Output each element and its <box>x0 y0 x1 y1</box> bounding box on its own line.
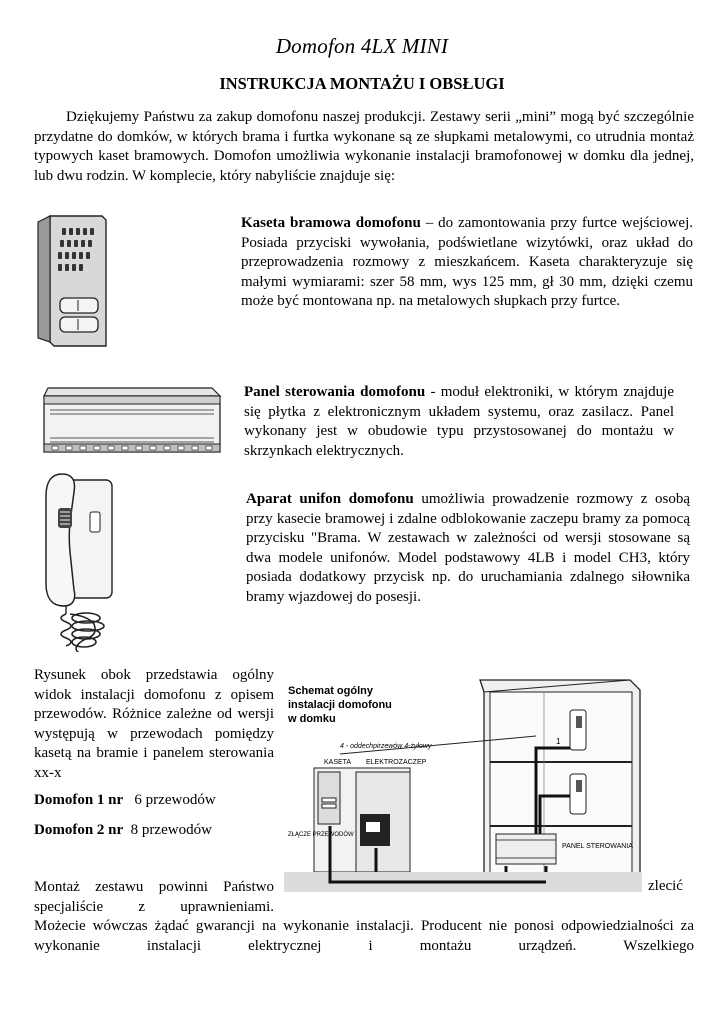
panel-text: - moduł elektroniki, w którym znajduje się płytka z elektronicznym układem systemu, oraz zasilacz. Panel wykonany jest w obudowie typu przystosowanej do montażu w skrzynkach elektrycznych. <box>244 384 674 459</box>
installation-schematic <box>284 676 642 902</box>
kaseta-text: – do zamontowania przy furtce wejściowej. Posiada przyciski wywołania, podświetlane wizytówki, oraz układ do przeprowadzenia rozmowy z mieszkańcem. Kaseta charakteryzuje się małymi wymiarami: szer 58 mm, wys 125 mm, gł 30 mm, dzięki czemu może być montowana np. na metalowych słupkach przy furtce. <box>241 215 693 309</box>
schematic-wall-label: ZŁĄCZE PRZEWODÓW <box>288 832 354 838</box>
gate-station-illustration <box>36 214 108 348</box>
aparat-description <box>246 490 690 607</box>
schematic-caption-line3: w domku <box>288 713 336 725</box>
montaz-paragraph-left: Montaż zestawu powinni Państwo specjaliście z uprawnieniami. <box>34 879 274 915</box>
domofon-1-label: Domofon 1 nr <box>34 792 124 808</box>
document-title: Domofon 4LX MINI <box>275 34 449 58</box>
schematic-wire-note: 4 - oddechpirzewów 4-żyłowy <box>340 743 432 750</box>
document-subtitle: INSTRUKCJA MONTAŻU I OBSŁUGI <box>219 74 505 93</box>
domofon-2-value: 8 przewodów <box>130 822 212 838</box>
schematic-mark-1: 1 <box>556 737 561 746</box>
domofon-1-value: 6 przewodów <box>134 792 216 808</box>
aparat-heading: Aparat unifon domofonu <box>246 491 414 507</box>
handset-illustration <box>40 472 120 652</box>
schematic-panel-label: PANEL STEROWANIA <box>562 843 633 850</box>
aparat-text: umożliwia prowadzenie rozmowy z osobą przy kasecie bramowej i zdalne odblokowanie zaczepu bramy za pomocą przycisku "Brama. W zestawach w zależności od wersji stosowane są dwa modele unifonów. Model podstawowy 4LB i model CH3, który posiada dodatkowy przycisk np. do uruchamiania zdalnego siłownika bramy wjazdowej do posesji. <box>246 491 691 605</box>
domofon-1-wires <box>34 792 216 809</box>
montaz-text-right: zlecić <box>648 878 683 894</box>
rysunek-paragraph: Rysunek obok przedstawia ogólny widok instalacji domofonu z opisem przewodów. Różnice zależne od wersji występują w przewodach pomiędzy kasetą na bramie i panelem sterowania xx-x <box>34 667 274 781</box>
schematic-caption-line1: Schemat ogólny <box>288 685 373 697</box>
kaseta-heading: Kaseta bramowa domofonu <box>241 215 421 231</box>
schematic-kaseta-label: KASETA <box>324 759 352 766</box>
domofon-2-wires <box>34 822 212 839</box>
domofon-2-label: Domofon 2 nr <box>34 822 124 838</box>
schematic-caption-line2: instalacji domofonu <box>288 699 392 711</box>
montaz-paragraph-bottom: Możecie wówczas żądać gwarancji na wykonanie instalacji. Producent nie ponosi odpowiedzialności za wykonanie instalacji elektrycznej i montażu urządzeń. Wszelkiego <box>34 918 694 954</box>
panel-description <box>244 383 674 461</box>
panel-heading: Panel sterowania domofonu <box>244 384 426 400</box>
control-panel-illustration <box>36 386 226 454</box>
kaseta-description <box>241 214 693 312</box>
schematic-elektrozaczep-label: ELEKTROZACZEP <box>366 759 427 766</box>
intro-paragraph: Dziękujemy Państwu za zakup domofonu naszej produkcji. Zestawy serii „mini” mogą być szczególnie przydatne do domków, w których brama i furtka wykonane są ze słupkami metalowymi, co utrudnia montaż typowych kaset bramowych. Domofon umożliwia wykonanie instalacji bramofonowej w domku dla jednej, lub dwu rodzin. W komplecie, który nabyliście znajduje się: <box>34 109 694 184</box>
